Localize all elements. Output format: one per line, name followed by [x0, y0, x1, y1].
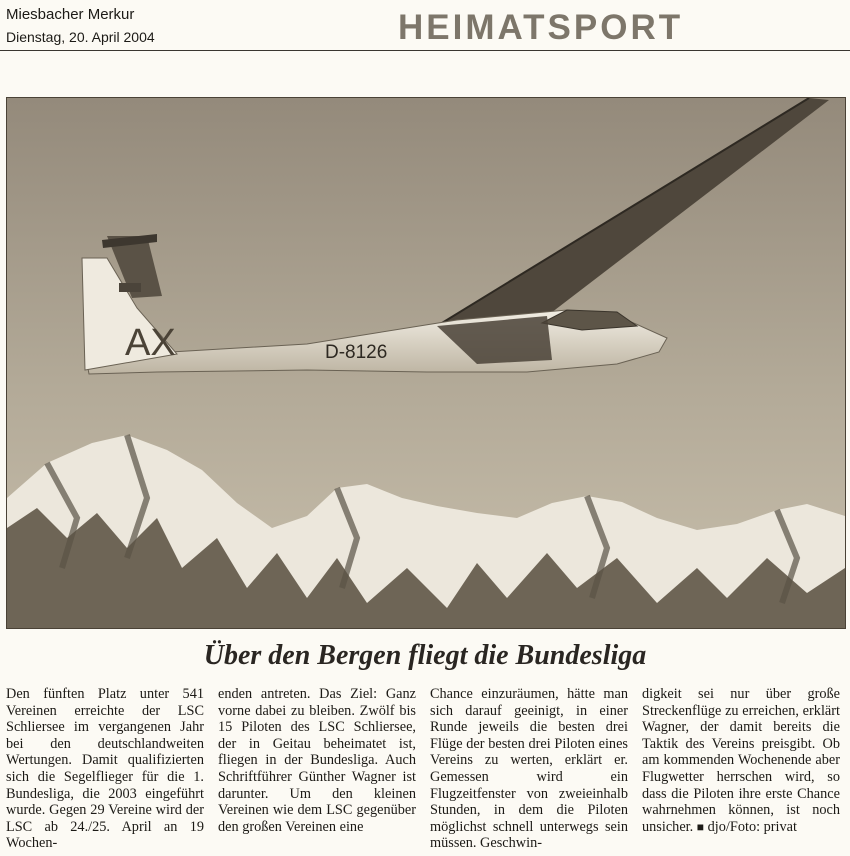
article-column-2: [218, 686, 416, 835]
photo-credit: djo/Foto: privat: [707, 818, 797, 835]
registration-text: D-8126: [325, 342, 388, 363]
column-1-text: Den fünften Platz unter 541 Vereinen erreichte der LSC Schliersee im vergangenen Jahr bei den deutschlandweiten Wertungen. Damit qualifizierten sich die Segelflieger für die 1. Bundesliga, die 2003 eingeführt wurde. Gegen 29 Vereine wird der LSC ab 24./25. April an 19 Wochen-: [6, 686, 204, 852]
column-2-text: enden antreten. Das Ziel: Ganz vorne dabei zu bleiben. Zwölf bis 15 Piloten des LSC Schliersee, der in Geitau beheimatet ist, fliegen in der Bundesliga. Auch Schriftführer Günther Wagner ist darunter. Um den kleinen Vereinen wie dem LSC gegenüber den großen Vereinen eine: [218, 686, 416, 835]
issue-date: Dienstag, 20. April 2004: [6, 29, 155, 45]
article-body: [6, 686, 844, 852]
newspaper-name: Miesbacher Merkur: [6, 6, 135, 23]
header-divider: [0, 50, 850, 51]
column-4-text: [642, 686, 840, 835]
column-3-text: Chance einzuräumen, hätte man sich darauf geeinigt, in einer Runde jeweils die besten drei Flüge der besten drei Piloten eines Vereins zu werten, erklärt er. Gemessen wird ein Flugzeitfenster von zweieinhalb Stunden, in dem die Piloten möglichst schnell unterwegs sein müssen. Geschwin-: [430, 686, 628, 852]
author-mark: ■: [696, 819, 705, 834]
article-column-1: [6, 686, 204, 852]
article-headline: Über den Bergen fliegt die Bundesliga: [203, 640, 647, 671]
section-title: HEIMATSPORT: [398, 8, 684, 47]
article-column-4: [642, 686, 840, 835]
article-column-3: [430, 686, 628, 852]
masthead: [6, 6, 155, 46]
column-4-body: digkeit sei nur über große Streckenflüge zu erreichen, erklärt Wagner, der damit bereits die Taktik des Vereins preisgibt. Ob am kommenden Wochenende aber Flugwetter herrschen wird, so dass die Piloten ihre erste Chance wahrnehmen können, ist noch unsicher.: [642, 686, 840, 835]
glider-photo: [6, 97, 846, 629]
tail-marking-text: AX: [125, 322, 176, 364]
